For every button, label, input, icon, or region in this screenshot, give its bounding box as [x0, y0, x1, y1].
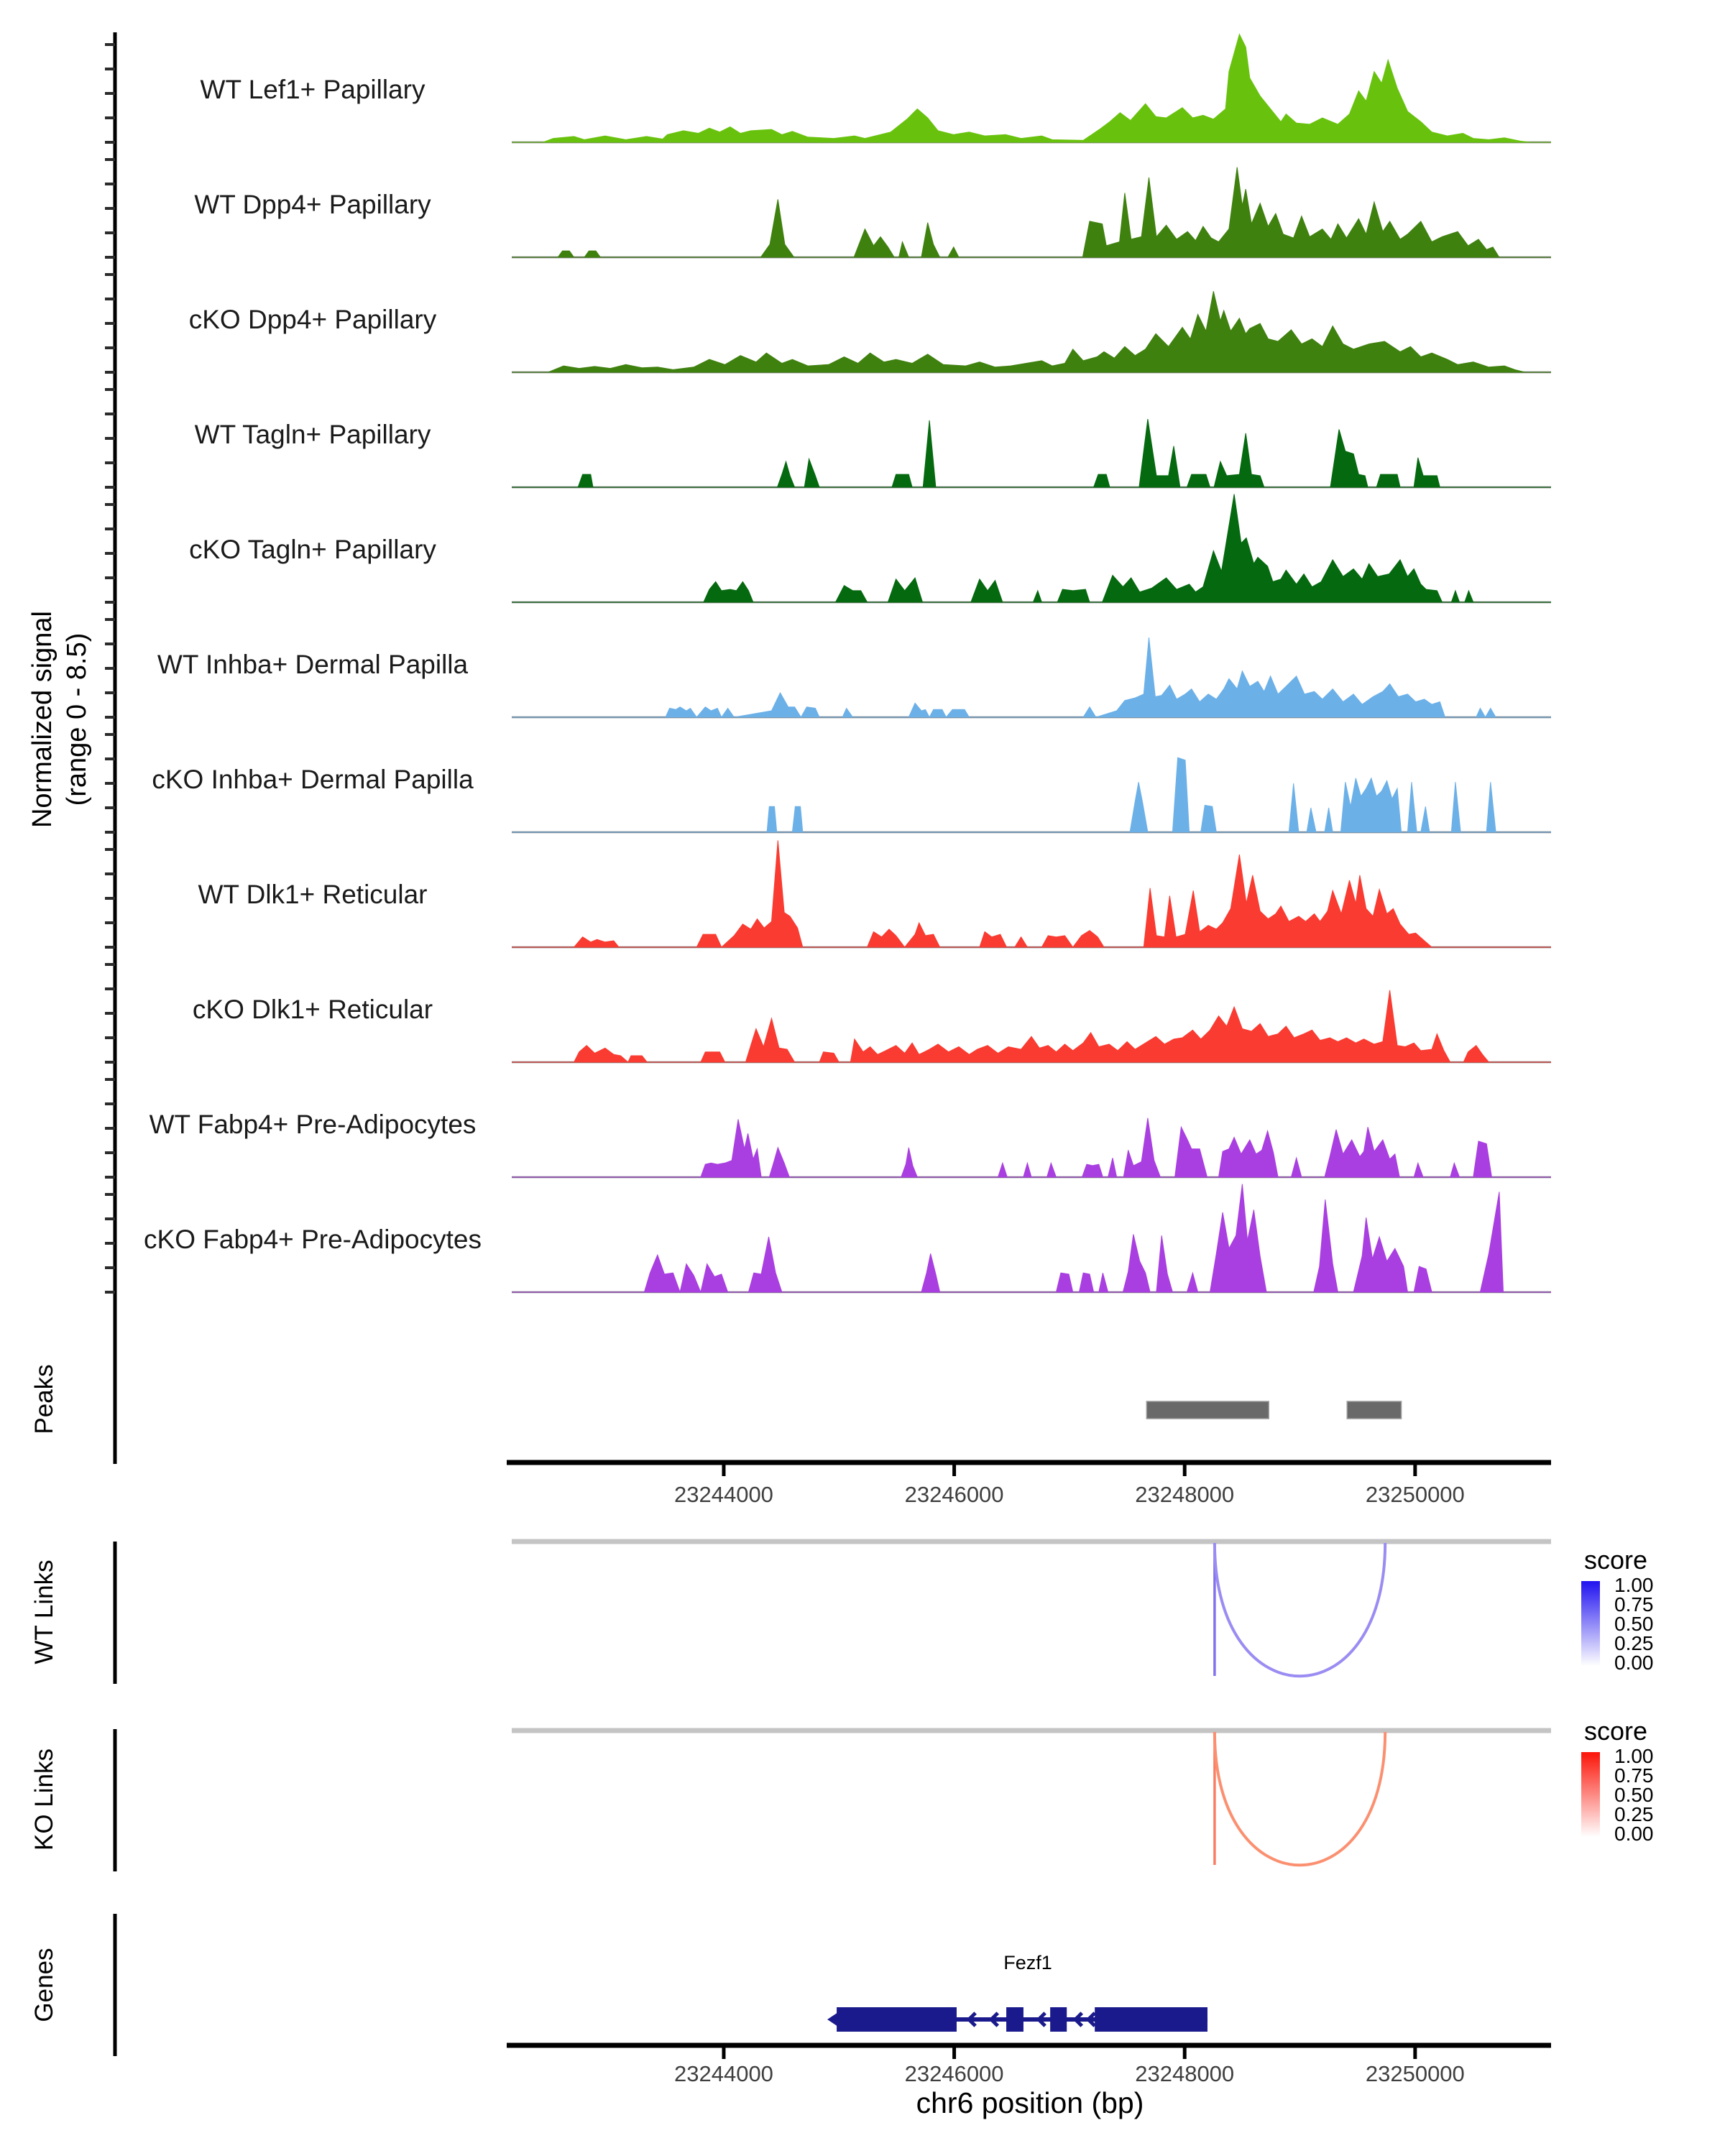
signal-area-7: [512, 840, 1551, 947]
wt-score-legend: [1578, 1545, 1722, 1674]
ko-score-label: 0.50: [1614, 1784, 1654, 1806]
gene-name-label: Fezf1: [1003, 1952, 1052, 1973]
section-label-peaks: Peaks: [30, 1364, 58, 1434]
gene-start-arrowhead-icon: [827, 2012, 838, 2027]
peak-bar-0: [1146, 1401, 1269, 1419]
track-label-cko-tagln: cKO Tagln+ Papillary: [189, 535, 436, 564]
wt-score-legend-labels: [1614, 1575, 1654, 1672]
ko-link-1: [1215, 1732, 1385, 1865]
track-label-wt-inhba: WT Inhba+ Dermal Papilla: [157, 650, 469, 679]
peak-bar-1: [1347, 1401, 1401, 1419]
ko-score-label: 0.00: [1614, 1823, 1654, 1845]
section-label-ko-links: KO Links: [30, 1749, 58, 1851]
wt-score-legend-title: score: [1584, 1545, 1648, 1575]
ko-score-label: 1.00: [1614, 1745, 1654, 1767]
wt-link-1: [1215, 1543, 1385, 1676]
track-label-cko-fabp4: cKO Fabp4+ Pre-Adipocytes: [144, 1225, 482, 1254]
gene-exon-0: [837, 2007, 957, 2032]
wt-score-label: 1.00: [1614, 1574, 1654, 1596]
wt-score-label: 0.50: [1614, 1613, 1654, 1635]
axis2-tick-label-23244000: 23244000: [674, 2061, 773, 2086]
signal-area-8: [512, 990, 1551, 1062]
section-label-genes: Genes: [30, 1948, 58, 2022]
track-label-wt-dpp4: WT Dpp4+ Papillary: [194, 190, 431, 219]
ko-score-gradient-bar: [1581, 1752, 1600, 1837]
track-label-wt-fabp4: WT Fabp4+ Pre-Adipocytes: [149, 1110, 477, 1139]
track-label-cko-inhba: cKO Inhba+ Dermal Papilla: [152, 765, 474, 794]
signal-area-3: [512, 419, 1551, 487]
signal-area-0: [512, 34, 1551, 142]
axis2-tick-label-23250000: 23250000: [1365, 2061, 1465, 2086]
gene-exon-2: [1050, 2007, 1067, 2032]
track-label-cko-dlk1: cKO Dlk1+ Reticular: [192, 995, 433, 1024]
signal-area-4: [512, 494, 1551, 602]
track-label-cko-dpp4: cKO Dpp4+ Papillary: [188, 305, 437, 334]
signal-area-2: [512, 291, 1551, 372]
section-label-wt-links: WT Links: [30, 1560, 58, 1664]
gene-exon-3: [1095, 2007, 1208, 2032]
axis1-tick-label-23244000: 23244000: [674, 1482, 773, 1507]
ko-score-legend: [1578, 1716, 1722, 1845]
gene-exon-1: [1006, 2007, 1024, 2032]
ko-score-label: 0.75: [1614, 1764, 1654, 1787]
wt-score-gradient-bar: [1581, 1581, 1600, 1666]
track-label-wt-dlk1: WT Dlk1+ Reticular: [198, 880, 428, 909]
axis1-tick-label-23250000: 23250000: [1365, 1482, 1465, 1507]
track-label-wt-lef1: WT Lef1+ Papillary: [200, 75, 426, 104]
track-label-wt-tagln: WT Tagln+ Papillary: [194, 420, 431, 449]
ko-score-legend-labels: [1614, 1746, 1654, 1843]
axis1-tick-label-23246000: 23246000: [904, 1482, 1004, 1507]
wt-score-label: 0.25: [1614, 1632, 1654, 1654]
ko-score-legend-title: score: [1584, 1716, 1648, 1746]
signal-area-10: [512, 1184, 1551, 1292]
ko-score-label: 0.25: [1614, 1803, 1654, 1825]
signal-area-9: [512, 1118, 1551, 1177]
y-axis-label-line1: Normalized signal: [27, 611, 58, 829]
axis2-tick-label-23248000: 23248000: [1135, 2061, 1235, 2086]
signal-area-6: [512, 757, 1551, 832]
axis1-tick-label-23248000: 23248000: [1135, 1482, 1235, 1507]
x-axis-title: chr6 position (bp): [916, 2086, 1144, 2119]
y-axis-label-line2: (range 0 - 8.5): [62, 632, 92, 806]
wt-score-label: 0.00: [1614, 1651, 1654, 1674]
signal-area-5: [512, 637, 1551, 717]
signal-area-1: [512, 167, 1551, 257]
axis2-tick-label-23246000: 23246000: [904, 2061, 1004, 2086]
wt-score-label: 0.75: [1614, 1593, 1654, 1616]
